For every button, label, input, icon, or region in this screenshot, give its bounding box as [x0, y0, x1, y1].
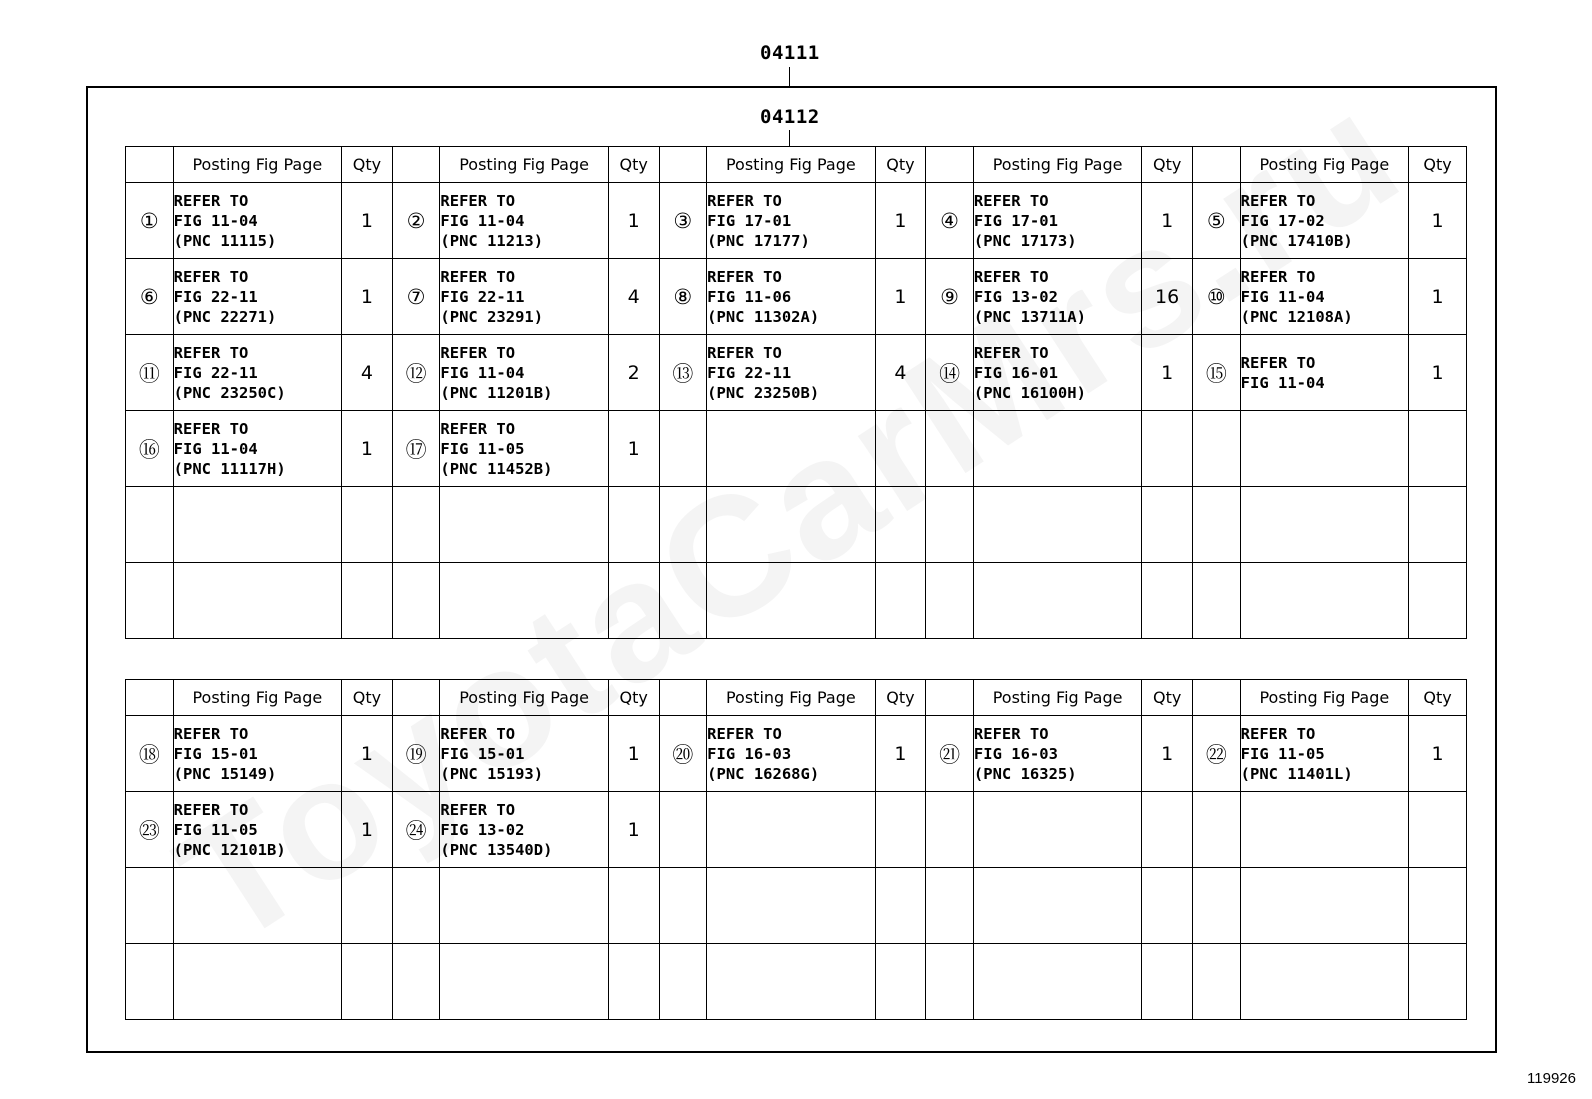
reference-cell — [1240, 563, 1408, 639]
assembly-label: 04111 — [760, 42, 820, 64]
quantity-cell — [1142, 487, 1193, 563]
reference-line: (PNC 23250B) — [707, 383, 820, 402]
callout-number — [1193, 411, 1241, 487]
callout-number — [1193, 944, 1241, 1020]
reference-cell — [973, 716, 1141, 792]
reference-line: FIG 11-05 — [173, 820, 258, 839]
reference-cell — [973, 335, 1141, 411]
reference-cell — [973, 487, 1141, 563]
header-item-number — [392, 680, 440, 716]
reference-line: (PNC 15193) — [440, 764, 544, 783]
header-item-number — [392, 147, 440, 183]
callout-number — [926, 868, 974, 944]
callout-number: ⑬ — [659, 335, 707, 411]
reference-line: REFER TO — [440, 724, 516, 743]
callout-number — [392, 868, 440, 944]
reference-line: (PNC 11213) — [440, 231, 544, 250]
reference-cell — [707, 259, 875, 335]
callout-number — [126, 563, 174, 639]
reference-cell — [1240, 792, 1408, 868]
quantity-cell: 1 — [342, 792, 393, 868]
reference-line: (PNC 17173) — [973, 231, 1077, 250]
reference-cell — [707, 411, 875, 487]
quantity-cell — [1142, 792, 1193, 868]
callout-number: ⑧ — [659, 259, 707, 335]
reference-line: FIG 13-02 — [973, 287, 1058, 306]
header-row — [126, 680, 1467, 716]
header-qty: Qty — [608, 147, 659, 183]
quantity-cell — [608, 563, 659, 639]
header-posting-fig-page: Posting Fig Page — [440, 680, 608, 716]
reference-line: FIG 22-11 — [173, 363, 258, 382]
quantity-cell: 1 — [1409, 716, 1467, 792]
reference-line: REFER TO — [173, 343, 249, 362]
reference-line: FIG 11-05 — [1240, 744, 1325, 763]
reference-line: REFER TO — [1240, 267, 1316, 286]
callout-number: ⑥ — [126, 259, 174, 335]
header-qty: Qty — [1409, 147, 1467, 183]
quantity-cell — [1409, 411, 1467, 487]
reference-cell — [440, 944, 608, 1020]
reference-cell — [173, 183, 341, 259]
callout-number — [1193, 563, 1241, 639]
callout-number: ⑪ — [126, 335, 174, 411]
table-row — [126, 792, 1467, 868]
quantity-cell: 1 — [875, 716, 926, 792]
reference-cell — [1240, 487, 1408, 563]
quantity-cell — [1409, 868, 1467, 944]
quantity-cell — [342, 868, 393, 944]
quantity-cell: 1 — [875, 183, 926, 259]
reference-cell — [440, 716, 608, 792]
callout-number — [126, 944, 174, 1020]
reference-line: REFER TO — [173, 191, 249, 210]
reference-line: (PNC 22271) — [173, 307, 277, 326]
quantity-cell — [875, 868, 926, 944]
reference-cell — [440, 792, 608, 868]
reference-line: REFER TO — [173, 267, 249, 286]
quantity-cell: 1 — [342, 716, 393, 792]
callout-number — [659, 487, 707, 563]
callout-number: ⑨ — [926, 259, 974, 335]
reference-cell — [1240, 868, 1408, 944]
callout-number — [659, 944, 707, 1020]
reference-line: REFER TO — [1240, 353, 1316, 372]
quantity-cell: 4 — [875, 335, 926, 411]
reference-line: FIG 11-04 — [1240, 287, 1325, 306]
reference-line: FIG 13-02 — [440, 820, 525, 839]
quantity-cell — [875, 487, 926, 563]
quantity-cell: 1 — [1409, 335, 1467, 411]
header-qty: Qty — [1409, 680, 1467, 716]
reference-cell — [440, 563, 608, 639]
reference-cell — [173, 868, 341, 944]
reference-line: (PNC 11302A) — [707, 307, 820, 326]
quantity-cell — [875, 944, 926, 1020]
callout-number: ③ — [659, 183, 707, 259]
reference-line: REFER TO — [973, 267, 1049, 286]
reference-cell — [440, 487, 608, 563]
header-posting-fig-page: Posting Fig Page — [1240, 680, 1408, 716]
reference-line: REFER TO — [707, 724, 782, 743]
reference-line: (PNC 11452B) — [440, 459, 553, 478]
header-qty: Qty — [608, 680, 659, 716]
reference-line: FIG 16-01 — [973, 363, 1058, 382]
header-posting-fig-page: Posting Fig Page — [707, 680, 875, 716]
quantity-cell: 1 — [1142, 183, 1193, 259]
reference-cell — [173, 411, 341, 487]
illustration-code: 119926 — [1527, 1070, 1576, 1087]
quantity-cell — [1409, 487, 1467, 563]
quantity-cell — [1142, 563, 1193, 639]
callout-number: ② — [392, 183, 440, 259]
parts-table-2 — [125, 679, 1467, 1020]
quantity-cell: 1 — [342, 183, 393, 259]
header-item-number — [659, 680, 707, 716]
reference-cell — [440, 411, 608, 487]
callout-number — [926, 792, 974, 868]
reference-line: REFER TO — [173, 724, 249, 743]
reference-line: FIG 15-01 — [173, 744, 258, 763]
reference-line: FIG 11-04 — [440, 363, 525, 382]
reference-line: (PNC 12101B) — [173, 840, 286, 859]
callout-number: ④ — [926, 183, 974, 259]
reference-line: FIG 15-01 — [440, 744, 525, 763]
reference-line: FIG 17-02 — [1240, 211, 1325, 230]
header-item-number — [1193, 680, 1241, 716]
table-2-header — [126, 680, 1467, 716]
reference-line: REFER TO — [173, 800, 249, 819]
reference-line: (PNC 15149) — [173, 764, 277, 783]
quantity-cell — [875, 411, 926, 487]
header-item-number — [126, 680, 174, 716]
reference-cell — [707, 716, 875, 792]
callout-number — [392, 563, 440, 639]
quantity-cell — [342, 563, 393, 639]
callout-number: ⑮ — [1193, 335, 1241, 411]
reference-cell — [1240, 944, 1408, 1020]
reference-cell — [707, 944, 875, 1020]
quantity-cell — [875, 792, 926, 868]
reference-line: (PNC 17177) — [707, 231, 810, 250]
reference-line: REFER TO — [707, 343, 782, 362]
callout-number — [1193, 868, 1241, 944]
reference-line: FIG 11-04 — [173, 439, 258, 458]
reference-line: FIG 11-04 — [440, 211, 525, 230]
table-row — [126, 944, 1467, 1020]
reference-line: REFER TO — [707, 267, 782, 286]
reference-cell — [440, 183, 608, 259]
reference-line: (PNC 16100H) — [973, 383, 1086, 402]
table-row — [126, 335, 1467, 411]
reference-line: REFER TO — [440, 191, 516, 210]
callout-number — [659, 792, 707, 868]
header-item-number — [659, 147, 707, 183]
quantity-cell — [1142, 868, 1193, 944]
table-row — [126, 411, 1467, 487]
header-posting-fig-page: Posting Fig Page — [440, 147, 608, 183]
quantity-cell: 1 — [1142, 716, 1193, 792]
reference-line: FIG 11-04 — [1240, 373, 1325, 392]
reference-line: REFER TO — [973, 724, 1049, 743]
header-posting-fig-page: Posting Fig Page — [707, 147, 875, 183]
quantity-cell — [875, 563, 926, 639]
header-item-number — [926, 680, 974, 716]
reference-line: FIG 11-04 — [173, 211, 258, 230]
reference-line: REFER TO — [440, 267, 516, 286]
reference-line: FIG 16-03 — [973, 744, 1058, 763]
reference-line: (PNC 16268G) — [707, 764, 820, 783]
quantity-cell: 1 — [608, 792, 659, 868]
reference-line: (PNC 12108A) — [1240, 307, 1353, 326]
quantity-cell — [1142, 411, 1193, 487]
header-item-number — [1193, 147, 1241, 183]
header-posting-fig-page: Posting Fig Page — [1240, 147, 1408, 183]
reference-cell — [973, 563, 1141, 639]
quantity-cell: 1 — [608, 183, 659, 259]
reference-cell — [707, 335, 875, 411]
quantity-cell — [342, 487, 393, 563]
callout-number: ⑩ — [1193, 259, 1241, 335]
reference-line: FIG 22-11 — [440, 287, 525, 306]
reference-line: REFER TO — [440, 419, 516, 438]
header-qty: Qty — [875, 147, 926, 183]
quantity-cell — [1409, 563, 1467, 639]
header-posting-fig-page: Posting Fig Page — [973, 680, 1141, 716]
quantity-cell: 1 — [342, 259, 393, 335]
reference-line: REFER TO — [973, 191, 1049, 210]
callout-number: ⑰ — [392, 411, 440, 487]
reference-cell — [440, 335, 608, 411]
quantity-cell: 16 — [1142, 259, 1193, 335]
reference-cell — [707, 868, 875, 944]
quantity-cell: 1 — [608, 411, 659, 487]
header-qty: Qty — [342, 680, 393, 716]
reference-line: (PNC 16325) — [973, 764, 1077, 783]
callout-number — [126, 868, 174, 944]
reference-line: FIG 11-05 — [440, 439, 525, 458]
reference-line: REFER TO — [1240, 191, 1316, 210]
table-row — [126, 183, 1467, 259]
reference-line: (PNC 13711A) — [973, 307, 1086, 326]
reference-cell — [707, 792, 875, 868]
quantity-cell: 1 — [608, 716, 659, 792]
quantity-cell — [1142, 944, 1193, 1020]
header-item-number — [926, 147, 974, 183]
quantity-cell — [608, 944, 659, 1020]
reference-cell — [973, 183, 1141, 259]
header-qty: Qty — [1142, 680, 1193, 716]
table-row — [126, 868, 1467, 944]
reference-line: (PNC 17410B) — [1240, 231, 1353, 250]
callout-number — [926, 944, 974, 1020]
header-row — [126, 147, 1467, 183]
callout-number: ⑲ — [392, 716, 440, 792]
quantity-cell — [342, 944, 393, 1020]
reference-cell — [1240, 716, 1408, 792]
callout-number — [659, 411, 707, 487]
quantity-cell: 1 — [1409, 259, 1467, 335]
table-row — [126, 259, 1467, 335]
callout-number — [392, 944, 440, 1020]
subassembly-label: 04112 — [760, 106, 820, 128]
header-qty: Qty — [1142, 147, 1193, 183]
reference-cell — [173, 792, 341, 868]
header-posting-fig-page: Posting Fig Page — [173, 147, 341, 183]
callout-number: ㉔ — [392, 792, 440, 868]
reference-line: FIG 22-11 — [707, 363, 792, 382]
table-row — [126, 716, 1467, 792]
callout-number — [392, 487, 440, 563]
reference-cell — [173, 716, 341, 792]
header-posting-fig-page: Posting Fig Page — [973, 147, 1141, 183]
callout-number — [926, 563, 974, 639]
callout-number — [1193, 792, 1241, 868]
table-row — [126, 487, 1467, 563]
reference-line: REFER TO — [440, 800, 516, 819]
reference-line: FIG 22-11 — [173, 287, 258, 306]
reference-line: REFER TO — [707, 191, 782, 210]
reference-cell — [173, 563, 341, 639]
subassembly-leader-line — [789, 130, 790, 147]
reference-cell — [707, 563, 875, 639]
reference-line: (PNC 11401L) — [1240, 764, 1353, 783]
callout-number: ① — [126, 183, 174, 259]
reference-line: (PNC 23250C) — [173, 383, 286, 402]
reference-cell — [973, 944, 1141, 1020]
reference-cell — [1240, 183, 1408, 259]
assembly-leader-line — [789, 67, 790, 86]
quantity-cell: 1 — [342, 411, 393, 487]
callout-number: ㉒ — [1193, 716, 1241, 792]
callout-number — [926, 487, 974, 563]
callout-number — [126, 487, 174, 563]
reference-cell — [1240, 259, 1408, 335]
header-qty: Qty — [875, 680, 926, 716]
reference-line: (PNC 23291) — [440, 307, 544, 326]
reference-line: (PNC 13540D) — [440, 840, 553, 859]
reference-line: FIG 17-01 — [707, 211, 792, 230]
reference-cell — [173, 944, 341, 1020]
reference-cell — [1240, 335, 1408, 411]
reference-line: (PNC 11117H) — [173, 459, 286, 478]
reference-line: FIG 16-03 — [707, 744, 792, 763]
reference-line: FIG 17-01 — [973, 211, 1058, 230]
callout-number: ⑭ — [926, 335, 974, 411]
callout-number: ㉑ — [926, 716, 974, 792]
reference-line: REFER TO — [973, 343, 1049, 362]
reference-cell — [973, 792, 1141, 868]
reference-cell — [973, 411, 1141, 487]
quantity-cell: 2 — [608, 335, 659, 411]
reference-line: REFER TO — [173, 419, 249, 438]
reference-cell — [173, 335, 341, 411]
reference-line: REFER TO — [1240, 724, 1316, 743]
header-item-number — [126, 147, 174, 183]
quantity-cell: 1 — [1142, 335, 1193, 411]
quantity-cell — [1409, 944, 1467, 1020]
callout-number — [659, 868, 707, 944]
callout-number — [1193, 487, 1241, 563]
table-1-body — [126, 183, 1467, 639]
callout-number: ⑱ — [126, 716, 174, 792]
callout-number: ⑦ — [392, 259, 440, 335]
callout-number: ⑫ — [392, 335, 440, 411]
quantity-cell: 4 — [608, 259, 659, 335]
table-row — [126, 563, 1467, 639]
reference-cell — [440, 868, 608, 944]
callout-number — [659, 563, 707, 639]
reference-line: FIG 11-06 — [707, 287, 792, 306]
reference-cell — [707, 487, 875, 563]
reference-cell — [973, 259, 1141, 335]
quantity-cell — [1409, 792, 1467, 868]
callout-number — [926, 411, 974, 487]
table-1-header — [126, 147, 1467, 183]
header-qty: Qty — [342, 147, 393, 183]
quantity-cell — [608, 868, 659, 944]
quantity-cell: 1 — [1409, 183, 1467, 259]
table-2-body — [126, 716, 1467, 1020]
header-posting-fig-page: Posting Fig Page — [173, 680, 341, 716]
parts-table-1 — [125, 146, 1467, 639]
reference-cell — [173, 487, 341, 563]
callout-number: ㉓ — [126, 792, 174, 868]
reference-cell — [1240, 411, 1408, 487]
quantity-cell — [608, 487, 659, 563]
reference-cell — [973, 868, 1141, 944]
reference-line: REFER TO — [440, 343, 516, 362]
reference-line: (PNC 11201B) — [440, 383, 553, 402]
callout-number: ⑯ — [126, 411, 174, 487]
reference-cell — [440, 259, 608, 335]
quantity-cell: 1 — [875, 259, 926, 335]
callout-number: ⑳ — [659, 716, 707, 792]
callout-number: ⑤ — [1193, 183, 1241, 259]
reference-line: (PNC 11115) — [173, 231, 277, 250]
reference-cell — [173, 259, 341, 335]
reference-cell — [707, 183, 875, 259]
quantity-cell: 4 — [342, 335, 393, 411]
